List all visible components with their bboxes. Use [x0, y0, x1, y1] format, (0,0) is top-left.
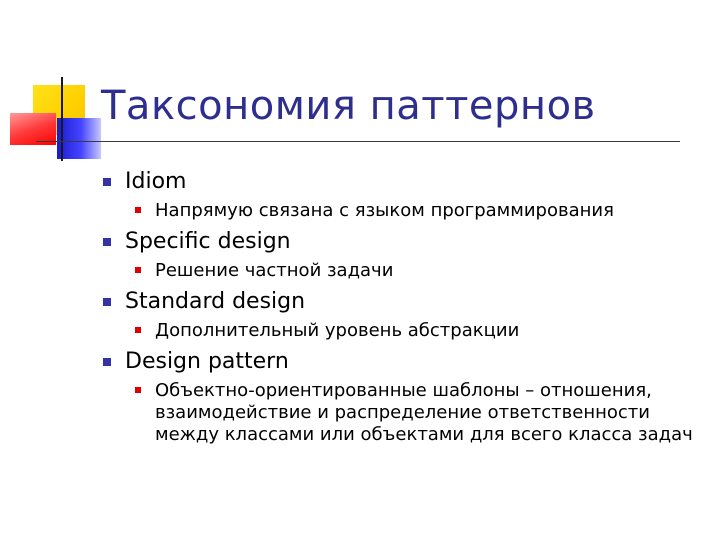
blue-square [57, 118, 101, 159]
bullet-label: Standard design [125, 289, 306, 314]
square-bullet-icon [135, 327, 141, 333]
square-bullet-icon [135, 207, 141, 213]
sub-bullet-text: Объектно-ориентированные шаблоны – отношения, взаимодействие и распределение ответственности между классами или объектами для всего класса задач [155, 380, 693, 445]
sub-bullet-text: Напрямую связана с языком программирования [155, 200, 614, 221]
decorative-squares-logo [0, 0, 110, 170]
slide-title: Таксономия паттернов [101, 83, 596, 129]
bullet-label: Idiom [125, 169, 187, 194]
bullet-item-design-pattern [100, 348, 710, 376]
bullet-label: Design pattern [125, 349, 289, 374]
sub-bullet-item [100, 320, 710, 342]
bullet-item-standard-design [100, 288, 710, 316]
title-underline [36, 141, 680, 142]
sub-bullet-item [100, 200, 710, 222]
sub-bullet-text: Решение частной задачи [155, 260, 394, 281]
vertical-rule [61, 77, 63, 161]
bullet-list [100, 166, 710, 452]
square-bullet-icon [135, 267, 141, 273]
square-bullet-icon [103, 358, 111, 366]
bullet-item-idiom [100, 168, 710, 196]
sub-bullet-item [100, 380, 710, 446]
square-bullet-icon [103, 298, 111, 306]
bullet-label: Specific design [125, 229, 291, 254]
square-bullet-icon [103, 178, 111, 186]
sub-bullet-item [100, 260, 710, 282]
bullet-item-specific-design [100, 228, 710, 256]
square-bullet-icon [135, 387, 141, 393]
square-bullet-icon [103, 238, 111, 246]
sub-bullet-text: Дополнительный уровень абстракции [155, 320, 520, 341]
